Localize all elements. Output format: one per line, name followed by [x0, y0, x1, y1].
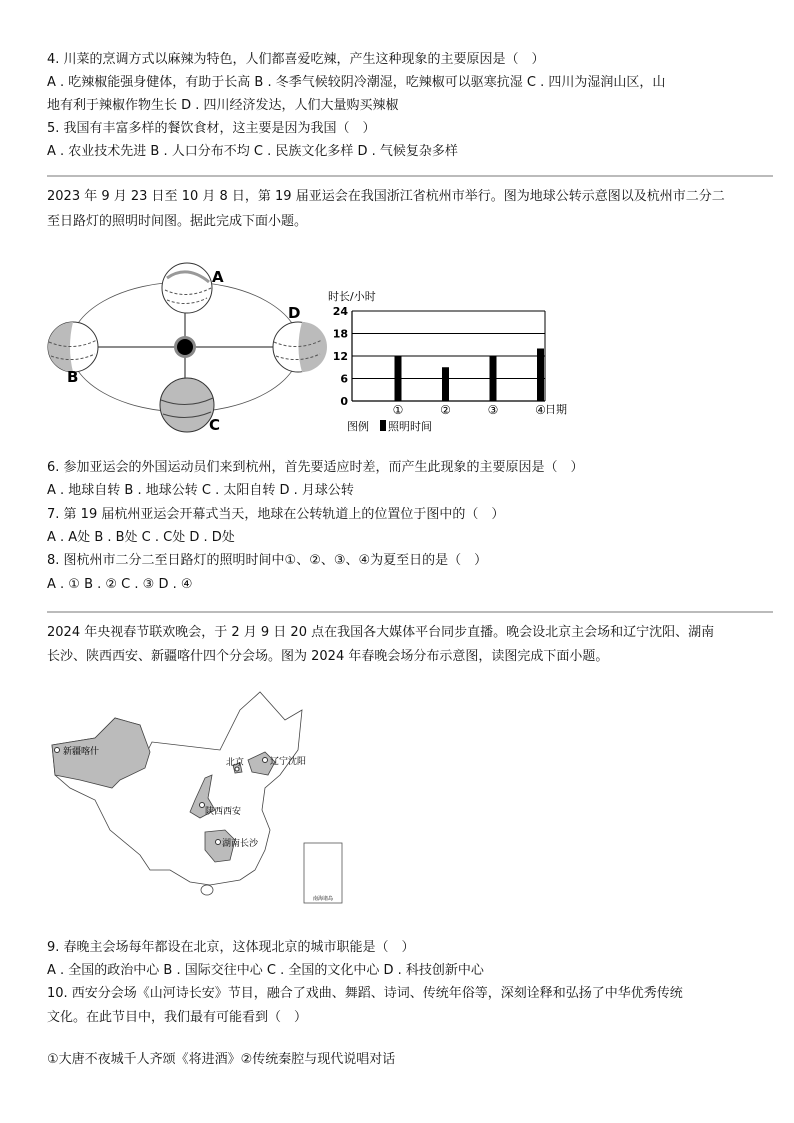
label-beijing: 北京	[226, 758, 245, 768]
q10-stem: 10. 西安分会场《山河诗长安》节目，融合了戏曲、舞蹈、诗词、传统年俗等，深刻诠释和弘扬了中华优秀传统	[47, 986, 683, 1001]
y-tick-label: 0	[340, 395, 348, 408]
china-map	[40, 680, 370, 910]
q10-items: ①大唐不夜城千人齐颂《将进酒》②传统秦腔与现代说唱对话	[47, 1052, 396, 1067]
q4-options-cont: 地有利于辣椒作物生长 D . 四川经济发达，人们大量购买辣椒	[47, 98, 399, 113]
q4-stem: 4. 川菜的烹调方式以麻辣为特色，人们都喜爱吃辣，产生这种现象的主要原因是（ ）	[47, 52, 545, 67]
passage2-line2: 至日路灯的照明时间图。据此完成下面小题。	[47, 214, 308, 229]
bar	[490, 356, 497, 401]
y-tick-label: 18	[332, 327, 348, 341]
y-axis-label: 时长/小时	[328, 290, 376, 303]
bar	[442, 367, 449, 401]
earth-b	[48, 322, 98, 372]
q10-stem-cont: 文化。在此节目中，我们最有可能看到（ ）	[47, 1010, 308, 1025]
passage3-line2: 长沙、陕西西安、新疆喀什四个分会场。图为 2024 年春晚会场分布示意图，读图完成下面小题。	[47, 649, 609, 664]
label-b: B	[67, 368, 79, 386]
x-axis-label: 日期	[545, 403, 567, 416]
q6-options: A . 地球自转 B . 地球公转 C . 太阳自转 D . 月球公转	[47, 483, 354, 498]
q9-options: A . 全国的政治中心 B . 国际交往中心 C . 全国的文化中心 D . 科技创新中心	[47, 963, 484, 978]
south-china-sea-inset	[304, 843, 342, 903]
bar	[395, 356, 402, 401]
legend-title: 图例	[347, 420, 369, 433]
bar	[537, 349, 544, 402]
q4-options: A . 吃辣椒能强身健体，有助于长高 B . 冬季气候较阴冷潮湿，吃辣椒可以驱寒抗湿 C . 四川为湿润山区，山	[47, 75, 666, 90]
earth-c	[160, 378, 214, 432]
earth-a	[162, 263, 212, 313]
legend-swatch	[380, 420, 386, 431]
label-nanhai: 南海诸岛	[312, 896, 334, 902]
legend-entry: 照明时间	[388, 420, 432, 433]
label-d: D	[288, 304, 301, 322]
label-shenyang: 辽宁沈阳	[270, 757, 307, 767]
label-xian: 陕西西安	[205, 807, 242, 817]
x-tick-label: ④	[535, 403, 546, 417]
label-a: A	[212, 268, 224, 286]
y-tick-label: 6	[340, 372, 348, 386]
divider	[47, 611, 773, 613]
q8-options: A . ① B . ② C . ③ D . ④	[47, 577, 193, 592]
earth-d	[273, 322, 327, 372]
q7-options: A . A处 B . B处 C . C处 D . D处	[47, 530, 235, 545]
q5-options: A . 农业技术先进 B . 人口分布不均 C . 民族文化多样 D . 气候复杂多样	[47, 144, 458, 159]
q5-stem: 5. 我国有丰富多样的餐饮食材，这主要是因为我国（ ）	[47, 121, 376, 136]
label-changsha: 湖南长沙	[222, 839, 259, 849]
x-tick-label: ③	[487, 403, 499, 417]
passage2-line1: 2023 年 9 月 23 日至 10 月 8 日，第 19 届亚运会在我国浙江省杭州市举行。图为地球公转示意图以及杭州市二分二	[47, 189, 725, 204]
q9-stem: 9. 春晚主会场每年都设在北京，这体现北京的城市职能是（ ）	[47, 940, 415, 955]
q8-stem: 8. 图杭州市二分二至日路灯的照明时间中①、②、③、④为夏至日的是（ ）	[47, 553, 488, 568]
q6-stem: 6. 参加亚运会的外国运动员们来到杭州，首先要适应时差，而产生此现象的主要原因是（ ）	[47, 460, 584, 475]
x-tick-label: ①	[392, 403, 404, 417]
earth-orbit-diagram	[45, 250, 335, 440]
y-tick-label: 24	[332, 305, 348, 318]
q7-stem: 7. 第 19 届杭州亚运会开幕式当天，地球在公转轨道上的位置位于图中的（ ）	[47, 507, 505, 522]
label-c: C	[209, 416, 221, 434]
lighting-time-chart	[325, 282, 585, 437]
x-tick-label: ②	[440, 403, 451, 417]
passage3-line1: 2024 年央视春节联欢晚会，于 2 月 9 日 20 点在我国各大媒体平台同步直播。晚会设北京主会场和辽宁沈阳、湖南	[47, 625, 715, 640]
label-kashi: 新疆喀什	[63, 747, 100, 757]
divider	[47, 175, 773, 177]
y-tick-label: 12	[332, 350, 348, 363]
